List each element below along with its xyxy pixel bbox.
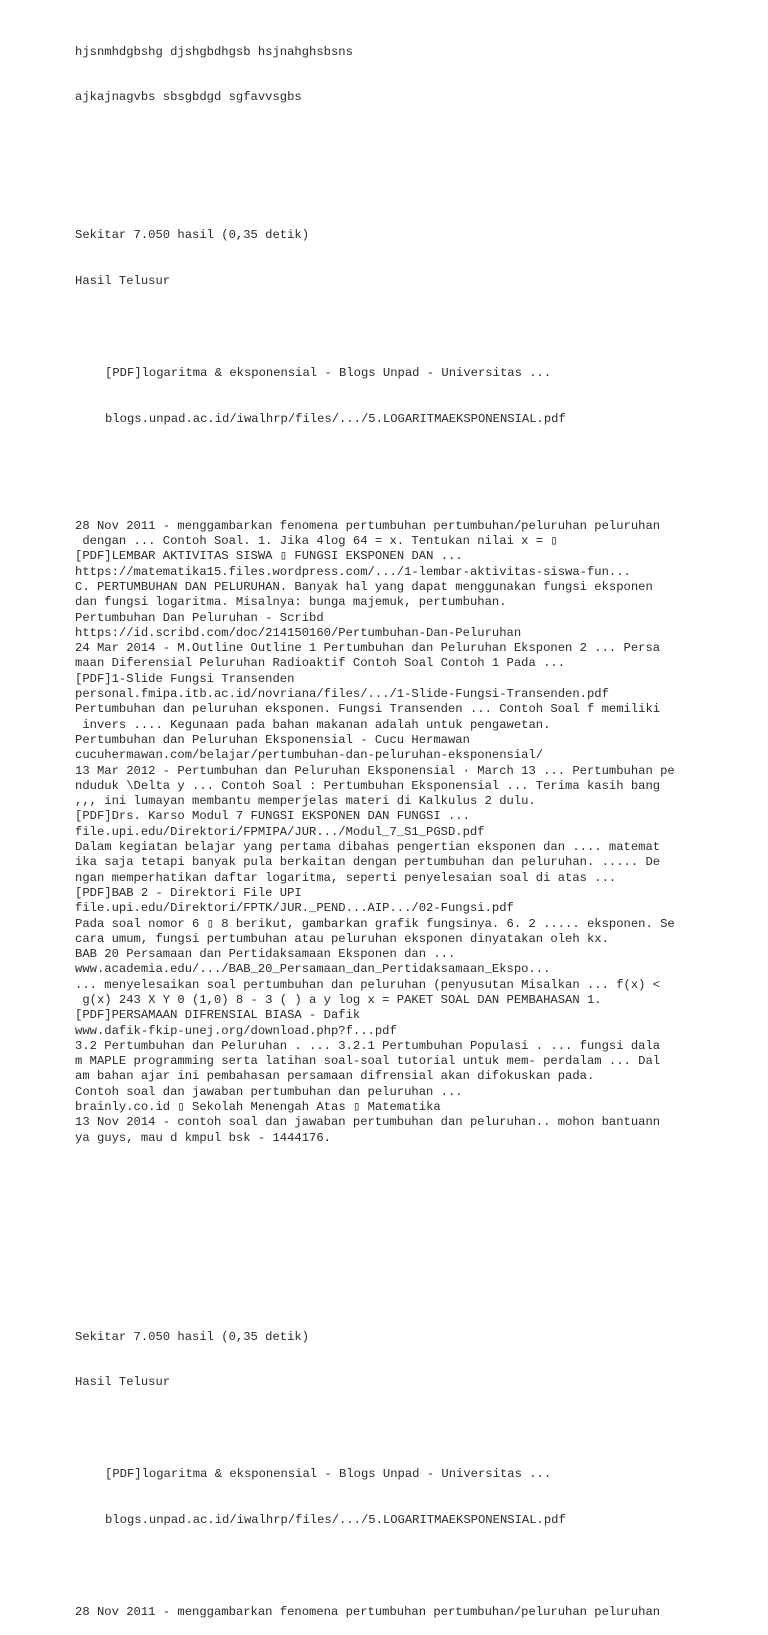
snippet-line: cara umum, fungsi pertumbuhan atau peluruhan eksponen dinyatakan oleh kx.: [75, 931, 609, 946]
top-result-title: [PDF]logaritma & eksponensial - Blogs Unpad - Universitas ...: [105, 365, 552, 380]
snippet-line: invers .... Kegunaan pada bahan makanan adalah untuk pengawetan.: [75, 717, 551, 732]
snippet-line: [PDF]1-Slide Fungsi Transenden: [75, 671, 295, 686]
snippet-line: brainly.co.id ▯ Sekolah Menengah Atas ▯ Matematika: [75, 1100, 441, 1115]
snippet-line: Pertumbuhan dan Peluruhan Eksponensial - Cucu Hermawan: [75, 732, 470, 747]
snippet-line: [PDF]LEMBAR AKTIVITAS SISWA ▯ FUNGSI EKSPONEN DAN ...: [75, 549, 463, 564]
snippet-line: [PDF]PERSAMAAN DIFRENSIAL BIASA - Dafik: [75, 1008, 361, 1023]
snippet-line: Dalam kegiatan belajar yang pertama dibahas pengertian eksponen dan .... matemat: [75, 840, 661, 855]
result-stats: Sekitar 7.050 hasil (0,35 detik): [75, 228, 310, 243]
snippet-line: www.dafik-fkip-unej.org/download.php?f...pdf: [75, 1023, 397, 1038]
snippet-line: Pertumbuhan dan peluruhan eksponen. Fungsi Transenden ... Contoh Soal f memiliki: [75, 702, 661, 717]
snippet-line: BAB 20 Persamaan dan Pertidaksamaan Eksponen dan ...: [75, 947, 456, 962]
snippet-line: 13 Mar 2012 - Pertumbuhan dan Peluruhan Eksponensial · March 13 ... Pertumbuhan pe: [75, 763, 675, 778]
header-line-2: ajkajnagvbs sbsgbdgd sgfavvsgbs: [75, 90, 302, 105]
snippet-line: www.academia.edu/.../BAB_20_Persamaan_dan_Pertidaksamaan_Ekspo...: [75, 962, 551, 977]
snippet-line: ngan memperhatikan daftar logaritma, seperti penyelesaian soal di atas ...: [75, 870, 617, 885]
snippet-line: am bahan ajar ini pembahasan persamaan difrensial akan difokuskan pada.: [75, 1069, 595, 1084]
top-result-title-repeat: [PDF]logaritma & eksponensial - Blogs Unpad - Universitas ...: [105, 1467, 552, 1482]
snippet-line: 3.2 Pertumbuhan dan Peluruhan . ... 3.2.1 Pertumbuhan Populasi . ... fungsi dala: [75, 1038, 661, 1053]
snippet-line: 24 Mar 2014 - M.Outline Outline 1 Pertumbuhan dan Peluruhan Eksponen 2 ... Persa: [75, 641, 661, 656]
header-line-1: hjsnmhdgbshg djshgbdhgsb hsjnahghsbsns: [75, 44, 353, 59]
snippet-line: g(x) 243 X Y 0 (1,0) 8 - 3 ( ) a y log x = PAKET SOAL DAN PEMBAHASAN 1.: [75, 993, 602, 1007]
snippet-line: nduduk \Delta y ... Contoh Soal : Pertumbuhan Eksponensial ... Terima kasih bang: [75, 778, 661, 793]
result-snippets: [75, 519, 755, 1146]
snippet-line: https://id.scribd.com/doc/214150160/Pertumbuhan-Dan-Peluruhan: [75, 625, 522, 640]
snippet-line: cucuhermawan.com/belajar/pertumbuhan-dan-peluruhan-eksponensial/: [75, 748, 544, 763]
snippet-line: 28 Nov 2011 - menggambarkan fenomena pertumbuhan pertumbuhan/peluruhan peluruhan: [75, 518, 661, 533]
snippet-line: [PDF]BAB 2 - Direktori File UPI: [75, 885, 302, 900]
snippet-line: m MAPLE programming serta latihan soal-soal tutorial untuk mem- perdalam ... Dal: [75, 1054, 661, 1069]
snippet-line: dengan ... Contoh Soal. 1. Jika 4log 64 = x. Tentukan nilai x = ▯: [75, 534, 558, 549]
snippet-line: personal.fmipa.itb.ac.id/novriana/files/.../1-Slide-Fungsi-Transenden.pdf: [75, 687, 609, 702]
snippet-line: C. PERTUMBUHAN DAN PELURUHAN. Banyak hal yang dapat menggunakan fungsi eksponen: [75, 579, 653, 594]
snippet-line: Pertumbuhan Dan Peluruhan - Scribd: [75, 610, 324, 625]
result-stats-repeat: Sekitar 7.050 hasil (0,35 detik): [75, 1329, 310, 1344]
document-page: [75, 14, 755, 1635]
snippet-line: ika saja tetapi banyak pula berkaitan dengan pertumbuhan dan peluruhan. ..... De: [75, 855, 661, 870]
snippet-line: https://matematika15.files.wordpress.com/.../1-lembar-aktivitas-siswa-fun...: [75, 564, 631, 579]
snippet-line: dan fungsi logaritma. Misalnya: bunga majemuk, pertumbuhan.: [75, 595, 507, 610]
results-label: Hasil Telusur: [75, 274, 171, 289]
snippet-line: file.upi.edu/Direktori/FPTK/JUR._PEND...AIP.../02-Fungsi.pdf: [75, 901, 514, 916]
snippet-line: ,,, ini lumayan membantu memperjelas materi di Kalkulus 2 dulu.: [75, 794, 536, 809]
snippet-line: [PDF]Drs. Karso Modul 7 FUNGSI EKSPONEN DAN FUNGSI ...: [75, 809, 470, 824]
snippet-line: ya guys, mau d kmpul bsk - 1444176.: [75, 1130, 331, 1145]
snippet-line: Pada soal nomor 6 ▯ 8 berikut, gambarkan grafik fungsinya. 6. 2 ..... eksponen. Se: [75, 916, 675, 931]
snippet-line: maan Diferensial Peluruhan Radioaktif Contoh Soal Contoh 1 Pada ...: [75, 656, 566, 671]
results-label-repeat: Hasil Telusur: [75, 1375, 171, 1390]
snippet-line: Contoh soal dan jawaban pertumbuhan dan peluruhan ...: [75, 1084, 463, 1099]
snippet-line: ... menyelesaikan soal pertumbuhan dan peluruhan (penyusutan Misalkan ... f(x) <: [75, 977, 661, 992]
top-result-url: blogs.unpad.ac.id/iwalhrp/files/.../5.LOGARITMAEKSPONENSIAL.pdf: [105, 411, 566, 426]
snippet-line: 13 Nov 2014 - contoh soal dan jawaban pertumbuhan dan peluruhan.. mohon bantuann: [75, 1115, 661, 1130]
snippet-line-repeat: 28 Nov 2011 - menggambarkan fenomena pertumbuhan pertumbuhan/peluruhan peluruhan: [75, 1604, 661, 1619]
top-result-url-repeat: blogs.unpad.ac.id/iwalhrp/files/.../5.LOGARITMAEKSPONENSIAL.pdf: [105, 1513, 566, 1528]
snippet-line: file.upi.edu/Direktori/FPMIPA/JUR.../Modul_7_S1_PGSD.pdf: [75, 824, 485, 839]
